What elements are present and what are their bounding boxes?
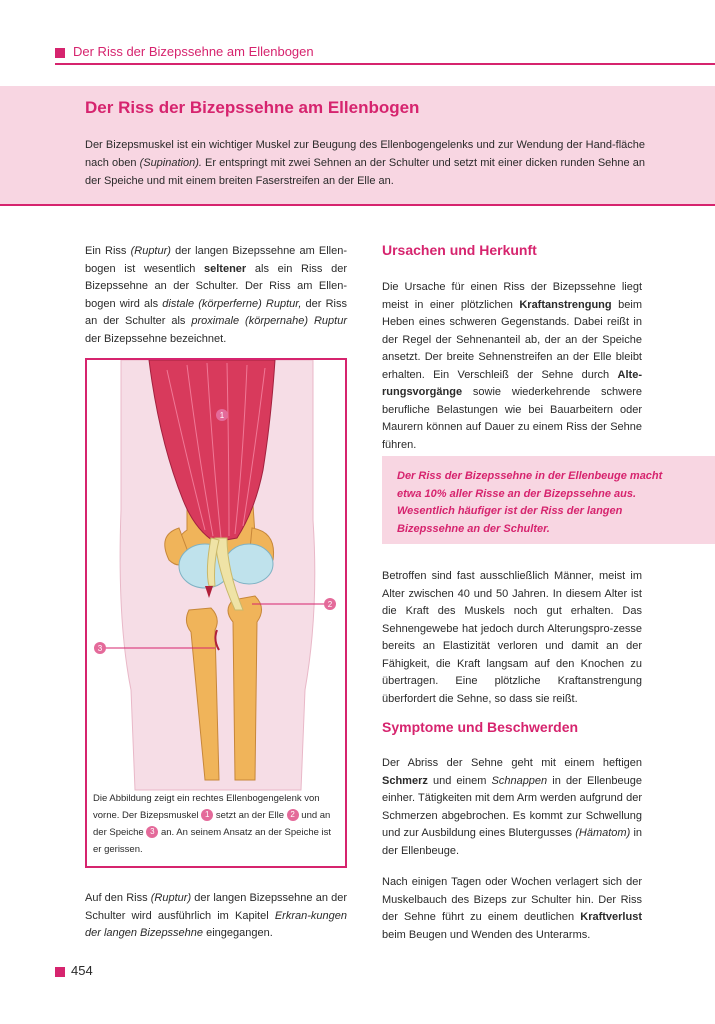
text-run: beim Beugen und Wenden des Unterarms. (382, 928, 591, 941)
causes-paragraph (382, 279, 642, 454)
callout-text: Der Riss der Bizepssehne in der Ellenbeuge macht etwa 10% aller Risse an der Bizepssehne aus. Wesentlich häufiger ist der Riss der langen Bizepssehne an der Schulter. (397, 470, 663, 535)
text-run: sowie wiederkehrende schwere berufliche Belastungen wie bei Bauarbeitern oder Maurern können auf Dauer zu einem Riss der Sehne führen. (382, 386, 642, 451)
intro-box (0, 86, 715, 206)
header-rule (55, 63, 715, 65)
running-header (55, 44, 715, 66)
text-run: Schmerz (382, 774, 428, 787)
text-run: Schnappen (491, 774, 548, 787)
symptoms-paragraph (382, 755, 642, 860)
text-run: seltener (204, 262, 247, 275)
text-run: in der Ellenbeuge. (382, 827, 643, 857)
text-run: Alte-rungsvorgänge (382, 368, 642, 398)
later-paragraph (382, 874, 642, 944)
rich-causes (382, 279, 642, 454)
heading-symptoms: Symptome und Beschwerden (382, 719, 579, 735)
caption-c: und an der Speiche (93, 810, 331, 838)
running-header-title: Der Riss der Bizepssehne am Ellenbogen (73, 44, 314, 59)
intro-text-supination: (Supination). (139, 157, 202, 169)
caption-b: setzt an der Elle (213, 810, 287, 821)
header-marker (55, 48, 65, 58)
caption-num-2: 2 (287, 809, 299, 821)
section-title: Der Riss der Bizepssehne am Ellenbogen (85, 98, 420, 117)
text-run: Erkran-kungen der langen Bizepssehne (85, 909, 347, 939)
text-run: proximale (körpernahe) Ruptur (191, 315, 347, 327)
text-run: (Ruptur) (150, 892, 192, 904)
text-run: Der Abriss der Sehne geht mit einem heftigen (382, 757, 642, 769)
left-paragraph-1 (85, 243, 347, 348)
text-run: Nach einigen Tagen oder Wochen verlagert sich der Muskelbauch des Bizeps zur Schulter hin. Der Riss der Sehne führt zu einem deutlichen (382, 876, 642, 923)
footer-marker (55, 967, 65, 977)
highlight-callout (382, 456, 715, 544)
figure-caption (93, 790, 341, 858)
text-run: der langen Bizepssehne am Ellen-bogen ist wesentlich (85, 245, 347, 275)
text-run: als ein Riss der Bizepssehne an der Schulter. Der Riss am Ellen-bogen wird als (85, 262, 347, 310)
affected-paragraph (382, 568, 642, 708)
elbow-figure (85, 358, 347, 868)
text-run: in der Ellenbeuge einher. Tätigkeiten mit dem Arm werden aufgrund der Schmerzen abgebrochen. Es kommt zur Schwellung und zur Ausbildung eines Blutergusses (382, 774, 642, 839)
heading-causes: Ursachen und Herkunft (382, 242, 537, 258)
rich-p2 (85, 890, 347, 943)
caption-d: an. An seinem Ansatz an der Speiche ist er gerissen. (93, 827, 332, 855)
text-run: beim Heben eines schweren Gegenstands. Dabei reißt in der Regel der Sehnenanteil ab, der an der Speiche ansetzt. Der breite Sehnenstreifen an der Elle bleibt erhalten. Ein Verschleiß der Sehne durch (382, 298, 642, 381)
text-run: und einem (427, 774, 492, 787)
text-run: distale (körperferne) Ruptur, (162, 297, 302, 310)
text-run: Auf den Riss (85, 892, 151, 904)
intro-text-a: Der Bizepsmuskel ist ein wichtiger Muskel zur Beugung des Ellenbogengelenks und zur Wendung der Hand-fläche nach oben (85, 139, 645, 169)
intro-text-c: Er entspringt mit zwei Sehnen an der Schulter und setzt mit einer dicken runden Sehne an der Speiche und mit einem breiten Faserstreifen an der Elle an. (85, 157, 645, 187)
text-run: Die Ursache für einen Riss der Bizepssehne liegt meist in einer plötzlichen (382, 281, 642, 311)
page-number: 454 (71, 963, 93, 978)
caption-num-3: 3 (146, 826, 158, 838)
text-run: der langen Bizepssehne an der Schulter wird ausführlich im Kapitel (85, 892, 347, 922)
rich-p1 (85, 243, 347, 348)
caption-num-1: 1 (201, 809, 213, 821)
text-run: (Hämatom) (575, 827, 631, 839)
label-2-text: 2 (327, 600, 333, 609)
text-run: Ein Riss (85, 245, 131, 257)
affected-text: Betroffen sind fast ausschließlich Männer, meist im Alter zwischen 40 und 50 Jahren. In diesem Alter ist die Kraft des Muskels noch gut erhalten. Das Sehnengewebe hat jedoch durch Alterungspro-zesse bereits an Elastizität verloren und damit an der Fähigkeit, die Kraft langsam auf den Knochen zu übertragen. Eine plötzliche Kraftanstrengung überfordert die Sehne, so dass sie reißt. (382, 570, 642, 705)
text-run: Kraftverlust (580, 911, 642, 923)
left-paragraph-2 (85, 890, 347, 943)
text-run: der Riss an der Schulter als (85, 297, 347, 327)
rich-later (382, 874, 642, 944)
label-1-text: 1 (219, 411, 225, 420)
text-run: eingegangen. (203, 927, 273, 939)
text-run: (Ruptur) (130, 245, 171, 257)
text-run: der Bizepssehne bezeichnet. (85, 332, 227, 345)
caption-a: Die Abbildung zeigt ein rechtes Ellenbogengelenk von vorne. Der Bizepsmuskel (93, 793, 320, 821)
rich-symptoms (382, 755, 642, 860)
label-3-text: 3 (97, 644, 103, 653)
intro-text (85, 136, 645, 190)
text-run: Kraftanstrengung (519, 298, 612, 311)
